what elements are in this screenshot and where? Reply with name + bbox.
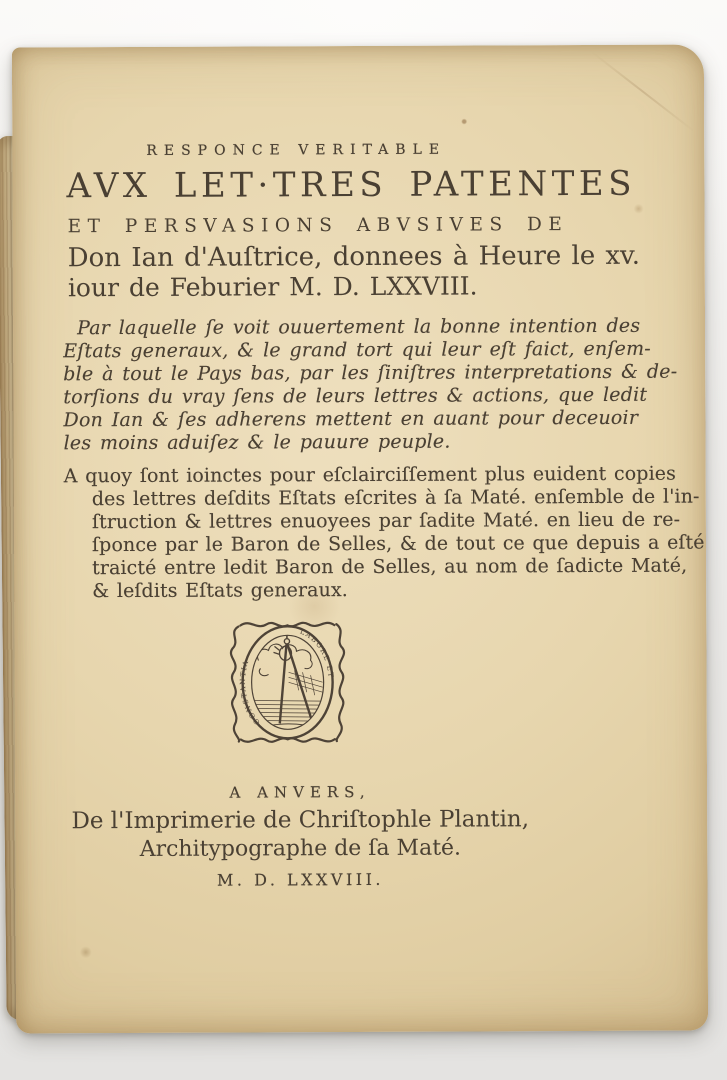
foliate-border-right — [336, 624, 344, 741]
compass-pivot — [284, 639, 289, 644]
text-line: ſtruction & lettres enuoyees par ſadite Maté. en lieu de re- — [91, 508, 681, 534]
imprint-block — [65, 781, 535, 891]
contents-paragraph-roman — [63, 462, 705, 604]
text-line: Don Ian & ſes adherens mettent en auant pour deceuoir — [63, 406, 639, 432]
svg-text:LABORE ET — [299, 627, 335, 679]
text-line: des lettres deſdits Eſtats eſcrites à ſa Maté. enſemble de l'in- — [91, 485, 700, 511]
title-line-large: AVX LET·TRES PATENTES — [66, 163, 637, 207]
book-title-page — [12, 44, 708, 1033]
title-line-small: RESPONCE VERITABLE — [146, 141, 447, 159]
text-line: Eſtats generaux, & le grand tort qui leur eſt faict, enſem- — [63, 337, 651, 363]
device-motto-left: CONSTANTIA — [238, 658, 262, 727]
text-line: Par laquelle ſe voit ouuertement la bonne intention des — [77, 314, 641, 340]
title-subline-1: Don Ian d'Auſtrice, donnees à Heure le xv. — [67, 240, 641, 274]
svg-text:CONSTANTIA — [239, 658, 262, 726]
plantin-compass-printer-device — [224, 616, 351, 749]
title-subline-2: iour de Feburier M. D. LXXVIII. — [67, 271, 478, 303]
summary-paragraph-italic — [63, 314, 678, 456]
text-line: traicté entre ledit Baron de Selles, au nom de ſadicte Maté, — [92, 554, 688, 580]
title-line-medium: ET PERSVASIONS ABVSIVES DE — [67, 214, 569, 238]
text-line: ble à tout le Pays bas, par les ſiniſtres interpretations & de- — [63, 360, 678, 386]
text-line: ſponce par le Baron de Selles, & de tout ce que depuis a eſté — [91, 531, 705, 557]
text-line: les moins aduiſez & le pauure peuple. — [63, 430, 451, 455]
compass-legs — [279, 644, 311, 723]
text-line: torſions du vray ſens de leurs lettres & actions, que ledit — [63, 383, 648, 409]
imprint-printer: De l'Imprimerie de Chriſtophle Plantin, — [71, 806, 530, 835]
imprint-place: A ANVERS, — [229, 782, 371, 802]
printed-text-block — [62, 141, 705, 892]
imprint-date: M. D. LXXVIII. — [216, 869, 385, 890]
device-motto-right: LABORE ET — [298, 627, 335, 680]
text-line: A quoy ſont ioinctes pour eſclairciſſement plus euident copies — [63, 462, 676, 488]
paper-crease — [591, 51, 695, 132]
foliate-border-left — [231, 627, 239, 742]
text-line: & leſdits Eſtats generaux. — [92, 579, 348, 603]
imprint-printer-title: Architypographe de ſa Maté. — [139, 835, 462, 862]
